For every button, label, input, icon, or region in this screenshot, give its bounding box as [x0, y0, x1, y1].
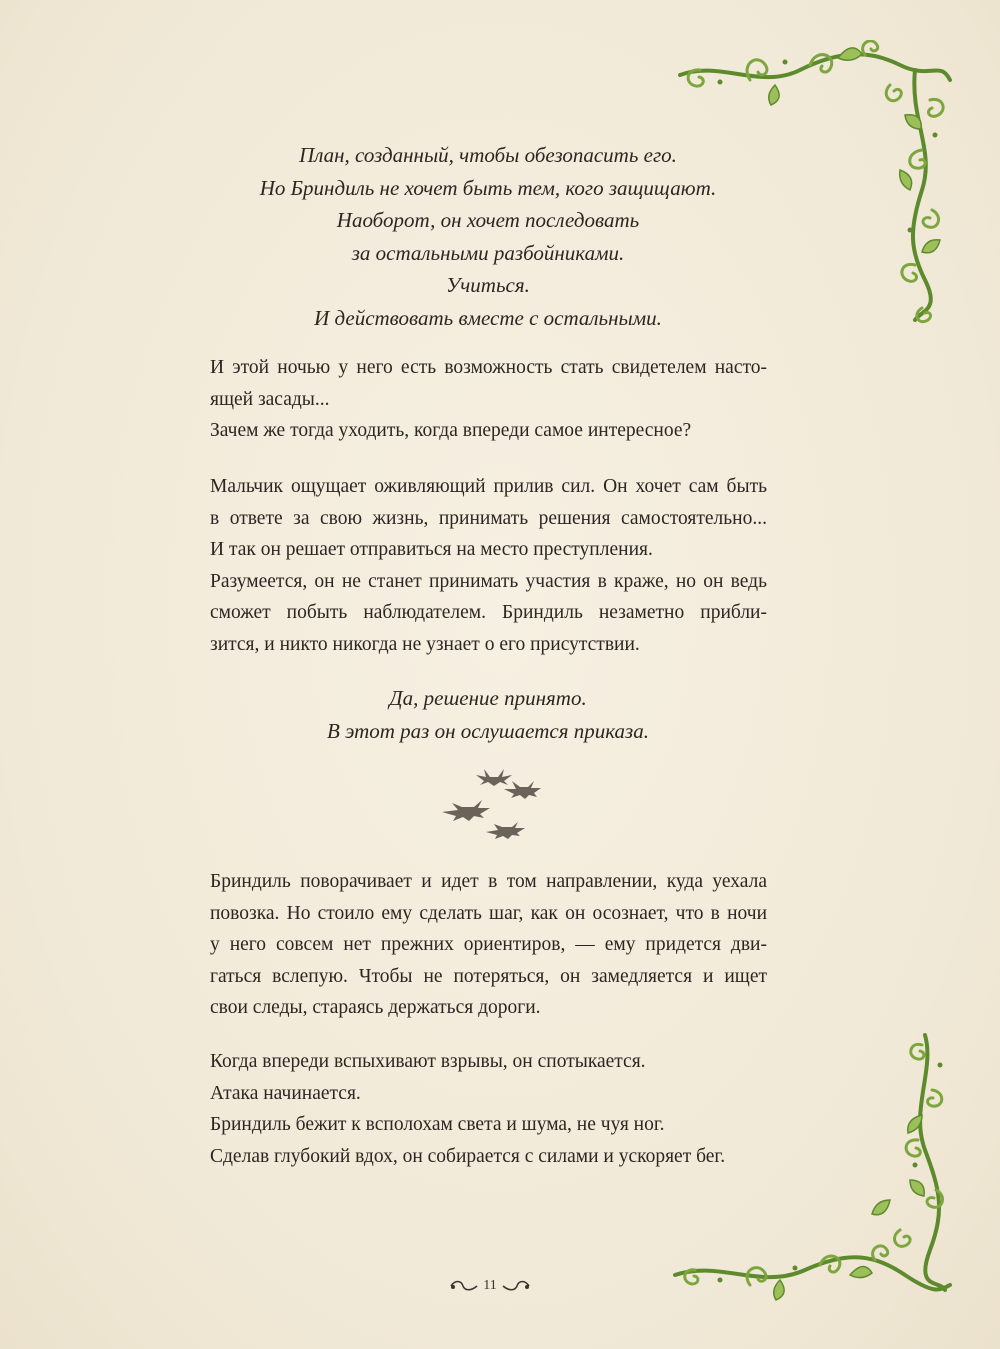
text-line: повозка. Но стоило ему сделать шаг, как он осознает, что в ночи — [210, 902, 767, 924]
page-number — [440, 1273, 540, 1299]
bats-illustration — [430, 765, 550, 845]
text-line: Когда впереди вспыхивают взрывы, он спотыкается. — [210, 1051, 646, 1072]
text-line: ящей засады... — [210, 388, 330, 410]
text-line: Атака начинается. — [210, 1082, 361, 1104]
decision-line: В этот раз он ослушается приказа. — [327, 718, 649, 743]
text-line: Бриндиль поворачивает и идет в том направлении, куда уехала — [210, 871, 767, 892]
text-line: гаться вслепую. Чтобы не потеряться, он замедляется и ищет — [210, 965, 767, 987]
text-line: Зачем же тогда уходить, когда впереди самое интересное? — [210, 420, 692, 442]
flourish-left-icon — [449, 1279, 479, 1293]
intro-line: И действовать вместе с остальными. — [314, 305, 662, 330]
paragraph-3 — [210, 866, 767, 1024]
decision-line: Да, решение принято. — [389, 686, 587, 710]
paragraph-1 — [210, 352, 767, 447]
flourish-right-icon — [501, 1279, 531, 1293]
intro-line: за остальными разбойниками. — [351, 240, 625, 265]
decision-italic-block — [200, 682, 776, 747]
intro-line: Но Бриндиль не хочет быть тем, кого защищают. — [259, 175, 717, 200]
page-number-label: 11 — [483, 1278, 497, 1293]
text-line: зится, и никто никогда не узнает о его присутствии. — [210, 633, 640, 655]
text-line: Мальчик ощущает оживляющий прилив сил. Он хочет сам быть — [210, 476, 767, 497]
intro-line: Учиться. — [446, 273, 530, 297]
text-line: И этой ночью у него есть возможность стать свидетелем насто- — [210, 357, 767, 378]
text-line: у него совсем нет прежних ориентиров, — ему придется дви- — [210, 934, 767, 956]
text-line: Сделав глубокий вдох, он собирается с силами и ускоряет бег. — [210, 1145, 726, 1167]
text-line: И так он решает отправиться на место преступления. — [210, 539, 653, 561]
text-line: свои следы, стараясь держаться дороги. — [210, 997, 541, 1019]
text-line: Разумеется, он не станет принимать участия в краже, но он ведь — [210, 570, 767, 592]
paragraph-4 — [210, 1046, 767, 1172]
text-line: Бриндиль бежит к всполохам света и шума, не чуя ног. — [210, 1114, 665, 1136]
intro-italic-block — [200, 139, 776, 334]
text-line: сможет побыть наблюдателем. Бриндиль незаметно прибли- — [210, 602, 767, 624]
paragraph-2 — [210, 471, 767, 661]
intro-line: Наоборот, он хочет последовать — [336, 208, 640, 232]
intro-line: План, созданный, чтобы обезопасить его. — [299, 143, 677, 167]
text-line: в ответе за свою жизнь, принимать решения самостоятельно... — [210, 507, 767, 529]
